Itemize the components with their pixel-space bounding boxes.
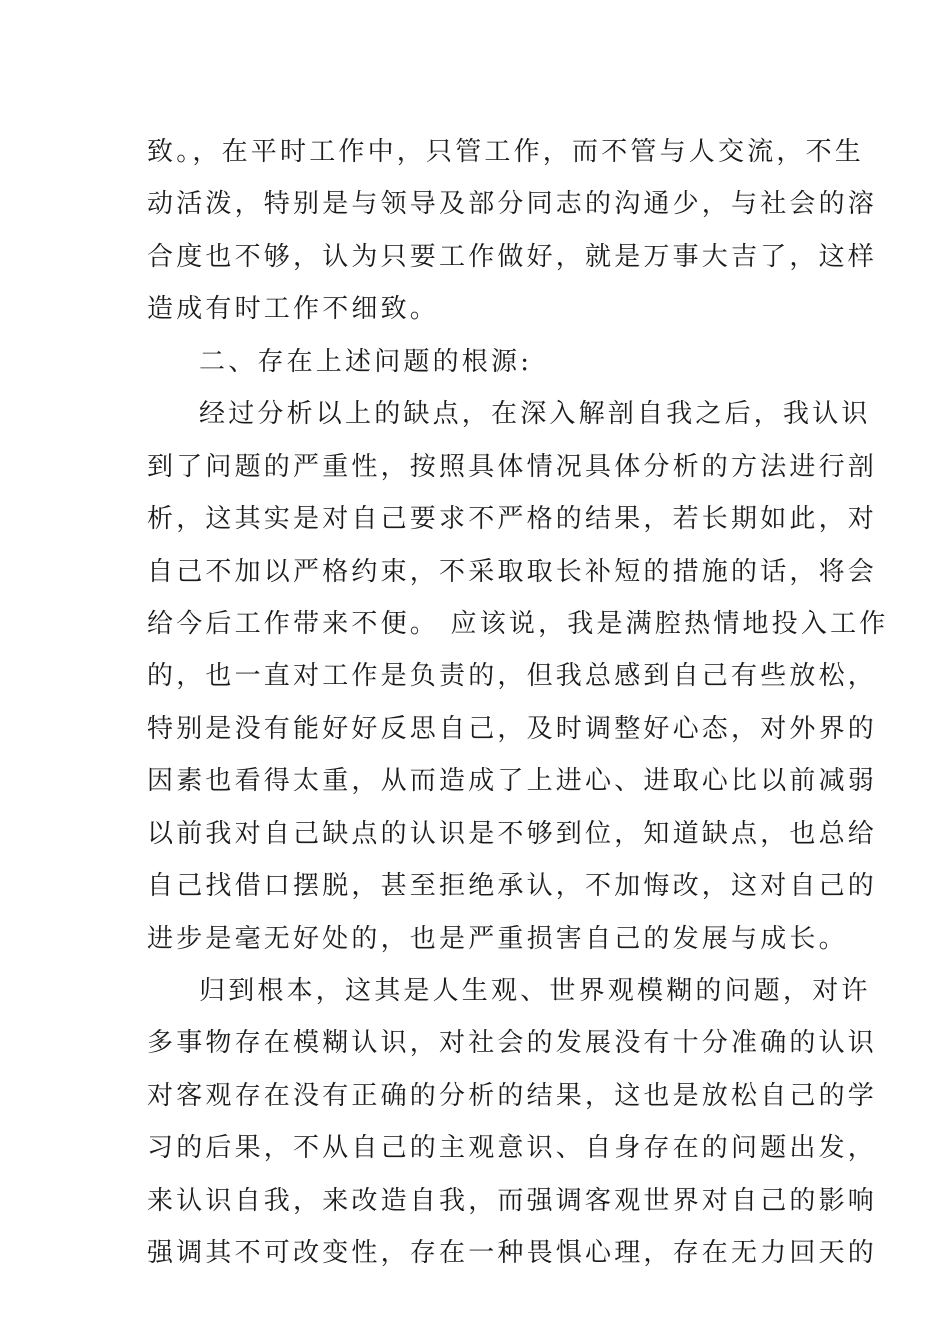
body-line: 特别是没有能好好反思自己，及时调整好心态，对外界的: [147, 713, 878, 744]
body-line: 合度也不够，认为只要工作做好，就是万事大吉了，这样: [147, 241, 878, 272]
section-heading: 二、存在上述问题的根源:: [199, 346, 533, 377]
body-line: 因素也看得太重，从而造成了上进心、进取心比以前减弱: [147, 766, 878, 797]
body-line: 析，这其实是对自己要求不严格的结果，若长期如此，对: [147, 504, 878, 535]
body-line: 对客观存在没有正确的分析的结果，这也是放松自己的学: [147, 1080, 878, 1111]
body-line: 归到根本，这其是人生观、世界观模糊的问题，对许: [199, 976, 871, 1006]
body-line: 习的后果，不从自己的主观意识、自身存在的问题出发，: [147, 1133, 878, 1164]
body-line: 动活泼，特别是与领导及部分同志的沟通少，与社会的溶: [147, 189, 878, 220]
body-line: 自己不加以严格约束，不采取取长补短的措施的话，将会: [147, 556, 878, 587]
body-line: 进步是毫无好处的，也是严重损害自己的发展与成长。: [147, 923, 848, 954]
body-line: 的，也一直对工作是负责的，但我总感到自己有些放松，: [147, 661, 878, 692]
body-line: 致。，在平时工作中，只管工作，而不管与人交流，不生: [147, 137, 865, 167]
body-line: 到了问题的严重性，按照具体情况具体分析的方法进行剖: [147, 451, 878, 482]
body-line: 强调其不可改变性，存在一种畏惧心理，存在无力回天的: [147, 1238, 878, 1269]
document-body: [147, 126, 889, 1280]
body-line: 来认识自我，来改造自我，而强调客观世界对自己的影响: [147, 1185, 878, 1216]
body-line: 造成有时工作不细致。: [147, 294, 440, 325]
body-line: 给今后工作带来不便。 应该说，我是满腔热情地投入工作: [147, 608, 889, 639]
body-line: 多事物存在模糊认识，对社会的发展没有十分准确的认识: [147, 1028, 878, 1059]
body-line: 以前我对自己缺点的认识是不够到位，知道缺点，也总给: [147, 818, 878, 849]
body-line: 自己找借口摆脱，甚至拒绝承认，不加悔改，这对自己的: [147, 871, 878, 902]
body-line: 经过分析以上的缺点，在深入解剖自我之后，我认识: [199, 399, 871, 430]
